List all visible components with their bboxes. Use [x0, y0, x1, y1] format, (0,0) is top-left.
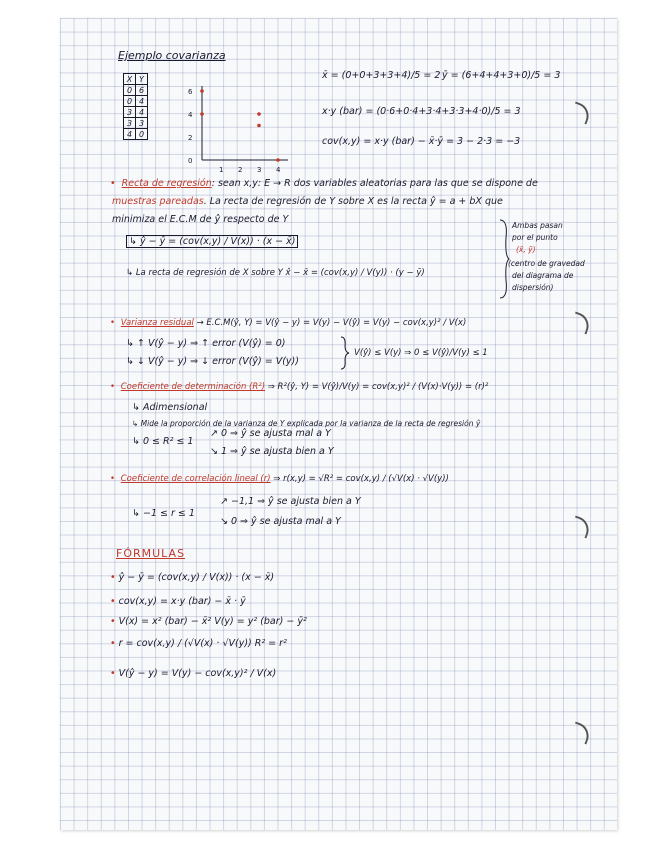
- varianza-side: V(ŷ) ≤ V(y) ⇒ 0 ≤ V(ŷ)/V(y) ≤ 1: [354, 348, 488, 358]
- determinacion-formula: ⇒ R²(ŷ, Y) = V(ŷ)/V(y) = cov(x,y)² / (V(x)·V(y)) = (r)²: [267, 382, 489, 392]
- varianza-line-1: [110, 318, 466, 329]
- table-cell: 0: [124, 96, 136, 107]
- regresion-line-1: [110, 178, 538, 189]
- formula-text: V(ŷ − y) = V(y) − cov(x,y)² / V(x): [118, 668, 277, 679]
- table-row: [124, 107, 148, 118]
- varianza-line-3: ↳ ↓ V(ŷ − y) ⇒ ↓ error (V(ŷ) = V(y)): [126, 356, 299, 367]
- table-header-row: [124, 74, 148, 85]
- calc-cov: cov(x,y) = x·y (bar) − x̄·ȳ = 3 − 2·3 = −3: [322, 136, 521, 147]
- regresion-formula-2: ↳ La recta de regresión de X sobre Y x̂ − x̄ = (cov(x,y) / V(y)) · (y − ȳ): [126, 268, 425, 278]
- correlacion-title: Coeficiente de correlación lineal (r): [120, 474, 271, 484]
- varianza-title: Varianza residual: [120, 318, 194, 328]
- y-tick-label: 4: [188, 111, 193, 119]
- data-table: [123, 73, 148, 140]
- binder-hole-mark: [569, 101, 592, 124]
- correlacion-line-3: ↗ −1,1 ⇒ ŷ se ajusta bien a Y: [220, 496, 361, 507]
- scatter-point: [257, 124, 261, 128]
- formula-item: [110, 638, 287, 649]
- formula-text: ŷ − ȳ = (cov(x,y) / V(x)) · (x − x̄): [118, 572, 275, 583]
- regresion-text-1: : sean x,y: E → R dos variables aleatorias para las que se dispone de: [211, 178, 538, 189]
- correlacion-line-4: ↘ 0 ⇒ ŷ se ajusta mal a Y: [220, 516, 341, 527]
- table-row: [124, 96, 148, 107]
- determinacion-line-3: ↳ Mide la proporción de la varianza de Y explicada por la varianza de la recta de regresión ŷ: [132, 419, 481, 428]
- formula-text: r = cov(x,y) / (√V(x) · √V(y)) R² = r²: [118, 638, 287, 649]
- y-tick-label: 6: [188, 88, 193, 96]
- varianza-line-2: ↳ ↑ V(ŷ − y) ⇒ ↑ error (V(ŷ) = 0): [126, 338, 286, 349]
- notebook-page: [60, 18, 617, 830]
- binder-hole-mark: [569, 311, 592, 334]
- regresion-formula-1-box: ↳ ŷ − ȳ = (cov(x,y) / V(x)) · (x − x̄): [126, 235, 298, 248]
- table-row: [124, 118, 148, 129]
- scatter-plot-sketch: [184, 78, 294, 178]
- x-tick-label: 1: [219, 166, 224, 174]
- scatter-point: [276, 158, 280, 162]
- formula-item: [110, 572, 274, 583]
- formula-item: [110, 668, 276, 679]
- table-row: [124, 85, 148, 96]
- table-cell: 3: [124, 107, 136, 118]
- table-cell: 0: [124, 85, 136, 96]
- table-cell: 4: [136, 107, 148, 118]
- correlacion-line-1: [110, 474, 449, 485]
- note-line: del diagrama de: [512, 271, 574, 280]
- regresion-line-3: minimiza el E.C.M de ŷ respecto de Y: [112, 214, 289, 225]
- determinacion-line-5: ↗ 0 ⇒ ŷ se ajusta mal a Y: [210, 428, 331, 439]
- note-line: por el punto: [512, 233, 558, 242]
- determinacion-line-6: ↘ 1 ⇒ ŷ se ajusta bien a Y: [210, 446, 334, 457]
- varianza-formula: → E.C.M(ŷ, Y) = V(ŷ − y) = V(y) − V(ŷ) = V(y) − cov(x,y)² / V(x): [196, 318, 467, 328]
- table-cell: 3: [124, 118, 136, 129]
- correlacion-formula: ⇒ r(x,y) = √R² = cov(x,y) / (√V(x) · √V(y)): [273, 474, 449, 484]
- x-tick-label: 2: [238, 166, 243, 174]
- regresion-line-2: [112, 196, 503, 207]
- determinacion-line-4: ↳ 0 ≤ R² ≤ 1: [132, 436, 194, 447]
- note-line: Ambas pasan: [512, 221, 563, 230]
- formulas-title: FÓRMULAS: [116, 547, 186, 560]
- determinacion-title: Coeficiente de determinación (R²): [120, 382, 266, 392]
- regresion-formula-1: [126, 236, 298, 247]
- varianza-brace: [340, 336, 350, 370]
- note-line: dispersión): [512, 283, 554, 292]
- regresion-pareadas: muestras pareadas: [112, 196, 204, 207]
- table-row: [124, 129, 148, 140]
- scatter-point: [200, 112, 204, 116]
- table-cell: 3: [136, 118, 148, 129]
- note-line: (centro de gravedad: [508, 259, 585, 268]
- binder-hole-mark: [569, 515, 592, 538]
- x-tick-label: 4: [276, 166, 281, 174]
- table-header-cell: X: [124, 74, 136, 85]
- scatter-point: [200, 89, 204, 93]
- formula-text: cov(x,y) = x·y (bar) − x̄ · ȳ: [118, 596, 246, 607]
- y-tick-label: 2: [188, 134, 193, 142]
- calc-xbar: x̄ = (0+0+3+3+4)/5 = 2: [322, 70, 441, 81]
- calc-ybar: ȳ = (6+4+4+3+0)/5 = 3: [442, 70, 561, 81]
- y-tick-label: 0: [188, 157, 193, 165]
- page-heading: Ejemplo covarianza: [118, 49, 226, 62]
- formula-item: [110, 616, 307, 627]
- table-cell: 4: [124, 129, 136, 140]
- formula-text: V(x) = x² (bar) − x̄² V(y) = y² (bar) − ȳ²: [118, 616, 307, 627]
- correlacion-line-2: ↳ −1 ≤ r ≤ 1: [132, 508, 195, 519]
- binder-hole-mark: [569, 721, 592, 744]
- calc-xy-bar: x·y (bar) = (0·6+0·4+3·4+3·3+4·0)/5 = 3: [322, 106, 521, 117]
- table-header-cell: Y: [136, 74, 148, 85]
- formula-item: [110, 596, 246, 607]
- x-tick-label: 3: [257, 166, 262, 174]
- table-cell: 6: [136, 85, 148, 96]
- determinacion-line-2: ↳ Adimensional: [132, 402, 208, 413]
- scatter-point: [257, 112, 261, 116]
- note-line: (x̄, ȳ): [516, 245, 536, 254]
- regresion-text-2: . La recta de regresión de Y sobre X es la recta ŷ = a + bX que: [203, 196, 503, 207]
- determinacion-line-1: [110, 382, 488, 393]
- table-cell: 0: [136, 129, 148, 140]
- table-cell: 4: [136, 96, 148, 107]
- regresion-title: Recta de regresión: [121, 178, 212, 189]
